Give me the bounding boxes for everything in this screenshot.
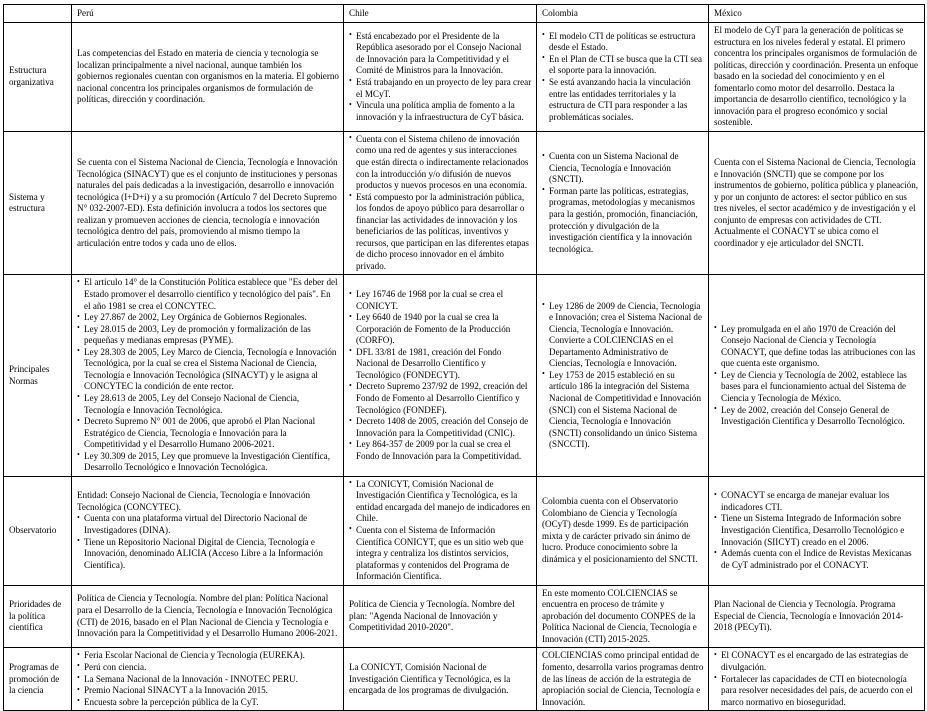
cell-paragraph: El modelo de CyT para la generación de políticas se estructura en los niveles federal y estatal. El primero concentra los principales organismos de formulación de políticas, dirección y coordinación. Presenta un enfoque basado en la sociedad del conocimiento y en el fomentarlo como motor del desarrollo. Destaca la importancia de desarrollo científico, tecnológico y la innovación para el progreso económico y social sostenible. (714, 25, 919, 128)
column-header-colombia: Colombia (537, 5, 709, 23)
cell-paragraph: Política de Ciencia y Tecnología. Nombre del plan: "Agenda Nacional de Innovación y Competitividad 2010-2020". (349, 599, 515, 633)
bullet-item: • Ley 16746 de 1968 por la cual se crea el CONICYT. (349, 289, 532, 312)
bullet-item: • Tiene un Repositorio Nacional Digital de Ciencia, Tecnología e Innovación, denominado ALICIA (Acceso Libre a la Información Científica). (77, 537, 339, 572)
cell-bullet-list (77, 650, 339, 708)
cell-paragraph: Cuenta con el Sistema Nacional de Ciencia, Tecnología e Innovación (SNCTI) que se compone por los instrumentos de gobierno, política pública y planeación, y por un conjunto de actores: el sector público en sus tres niveles, el sector académico y de investigación y el conjunto de empresas con actividades de CTI. Actualmente el CONACYT se ubica como el coordinador y eje articulador del SNCTI. (714, 157, 919, 248)
cell-bullet-list (77, 277, 339, 473)
bullet-item: • Además cuenta con el Indice de Revistas Mexicanas de CyT administrado por el CONACYT. (714, 548, 920, 571)
cell-5-peru (72, 648, 344, 711)
cell-bullet-list (714, 324, 920, 428)
country-comparison-table (3, 4, 925, 711)
bullet-item: • Tiene un Sistema Integrado de Información sobre Investigación Científica, Desarrollo Tecnológico e Innovación (SIICYT) creado en el 2006. (714, 513, 920, 548)
bullet-item: • Ley 6640 de 1940 por la cual se crea la Corporación de Fomento de la Producción (CORFO). (349, 312, 532, 347)
bullet-item: • La Semana Nacional de la Innovación - INNOTEC PERU. (77, 674, 339, 686)
header-row (4, 5, 925, 23)
cell-3-chile (344, 476, 537, 585)
bullet-item: • Ley 28.613 de 2005, Ley del Consejo Nacional de Ciencia, Tecnología e Innovación Tecnológica. (77, 393, 339, 416)
cell-2-mex (709, 275, 925, 476)
cell-2-peru (72, 275, 344, 476)
bullet-item: • Ley 864-357 de 2009 por la cual se crea el Fondo de Innovación para la Competitividad. (349, 439, 532, 462)
column-header-peru: Perú (72, 5, 344, 23)
bullet-item: • Vincula una política amplia de fomento a la innovación y la infraestructura de CyT básica. (349, 100, 532, 123)
cell-3-mex (709, 476, 925, 585)
cell-5-mex (709, 648, 925, 711)
cell-bullet-list (349, 31, 532, 123)
cell-4-col (537, 585, 709, 648)
bullet-item: • El CONACYT es el encargado de las estrategias de divulgación. (714, 650, 920, 673)
cell-0-chile (344, 23, 537, 132)
bullet-item: • Ley 28.015 de 2003, Ley de promoción y formalización de las pequeñas y medianas empresas (PYME). (77, 324, 339, 347)
bullet-item: • La CONICYT, Comisión Nacional de Investigación Científica y Tecnológica, es la entidad encargada del manejo de indicadores en Chile. (349, 479, 532, 525)
bullet-item: • DFL 33/81 de 1981, creación del Fondo Nacional de Desarrollo Científico y Tecnológico (FONDECYT). (349, 347, 532, 382)
table-row (4, 275, 925, 476)
bullet-item: • Está compuesto por la administración pública, los fondos de apoyo público para desarrollar o financiar las actividades de innovación y los beneficiarios de las políticas, inventivos y recursos, que participan en las diferentes etapas de dicho proceso innovador en el ámbito privado. (349, 192, 532, 273)
cell-bullet-list (349, 289, 532, 462)
bullet-item: • Está encabezado por el Presidente de la República asesorado por el Consejo Nacional de Innovación para la Competitividad y el Comité de Ministros para la Innovación. (349, 31, 532, 77)
bullet-item: • El artículo 14° de la Constitución Política establece que "Es deber del Estado promover el desarrollo científico y tecnológico del país". En el año 1981 se crea el CONCYTEC. (77, 277, 339, 312)
cell-paragraph: Colombia cuenta con el Observatorio Colombiano de Ciencia y Tecnología (OCyT) desde 1999. Es de participación mixta y de carácter privado sin ánimo de lucro. Produce conocimiento sobre la dinámica y el posicionamiento del SNCTI. (542, 496, 698, 564)
cell-lead-paragraph: Entidad: Consejo Nacional de Ciencia, Tecnología e Innovación Tecnológica (CONCYTEC). (77, 490, 311, 512)
table-row (4, 23, 925, 132)
table-row (4, 585, 925, 648)
bullet-item: • Forman parte las políticas, estrategias, programas, metodologías y mecanismos para la gestión, promoción, financiación, protección y divulgación de la investigación científica y la innovación tecnológica. (542, 186, 704, 255)
row-header-4: Prioridades de la política científica (4, 585, 72, 648)
cell-bullet-list (714, 650, 920, 708)
bullet-item: • Ley 30.309 de 2015, Ley que promueve la Investigación Científica, Desarrollo Tecnológico e Innovación Tecnológica. (77, 451, 339, 474)
table-body (4, 23, 925, 711)
bullet-item: • El modelo CTI de políticas se estructura desde el Estado. (542, 31, 704, 54)
table-row (4, 131, 925, 275)
cell-0-mex (709, 23, 925, 132)
cell-1-col (537, 131, 709, 275)
bullet-item: • En el Plan de CTI se busca que la CTI sea el soporte para la innovación. (542, 54, 704, 77)
cell-0-col (537, 23, 709, 132)
bullet-item: • Decreto 1408 de 2005, creación del Consejo de Innovación para la Competitividad (CNIC). (349, 416, 532, 439)
cell-2-col (537, 275, 709, 476)
cell-paragraph: Se cuenta con el Sistema Nacional de Ciencia, Tecnología e Innovación Tecnológica (SINACYT) que es el conjunto de instituciones y personas naturales del país dedicadas a la investigación, desarrollo e innovación tecnológica (I+D+i) y a su promoción (Artículo 7 del Decreto Supremo N° 032-2007-ED). Esta definición involucra a todos los sectores que realizan y promueven acciones de ciencia, tecnología e innovación tecnológica dentro del país, promoviendo al mismo tiempo la articulación entre todos y cada uno de ellos. (77, 157, 338, 248)
cell-paragraph: Plan Nacional de Ciencia y Tecnología. Programa Especial de Ciencia, Tecnología e Innovación 2014-2018 (PECyTi). (714, 599, 904, 633)
bullet-item: • Decreto Supremo N° 001 de 2006, que aprobó el Plan Nacional Estratégico de Ciencia, Tecnología e Innovación para la Competitividad y el Desarrollo Humano 2006-2021. (77, 416, 339, 451)
cell-paragraph: La CONICYT, Comisión Nacional de Investigación Científica y Tecnológica, es la encargada de los programas de divulgación. (349, 661, 511, 696)
row-header-2: Principales Normas (4, 275, 72, 476)
bullet-item: • Feria Escolar Nacional de Ciencia y Tecnología (EUREKA). (77, 650, 339, 662)
column-header-chile: Chile (344, 5, 537, 23)
cell-4-peru (72, 585, 344, 648)
row-header-5: Programas de promoción de la ciencia (4, 648, 72, 711)
cell-paragraph: Las competencias del Estado en materia de ciencia y tecnología se localizan principalmente a nivel nacional, aunque también los gobiernos regionales cuentan con organismos en la materia. El gobierno nacional concentra los principales organismos de formulación de políticas, dirección y coordinación. (77, 48, 339, 105)
cell-bullet-list (714, 490, 920, 571)
bullet-item: • Perú con ciencia. (77, 662, 339, 674)
row-header-0: Estructura organizativa (4, 23, 72, 132)
bullet-item: • Premio Nacional SINACYT a la Innovación 2015. (77, 685, 339, 697)
cell-paragraph: Política de Ciencia y Tecnología. Nombre del plan: Política Nacional para el Desarrollo de la Ciencia, Tecnología e Innovación Tecnológica (CTI) de 2016, basado en el Plan Nacional de Ciencia y Tecnología e Innovación para la Competitividad y el Desarrollo Humano 2006-2021. (77, 593, 338, 639)
cell-paragraph: En este momento COLCIENCIAS se encuentra en proceso de trámite y aprobación del documento CONPES de la Política Nacional de Ciencia, Tecnología e Innovación (CTI) 2015-2025. (542, 587, 697, 644)
cell-3-col (537, 476, 709, 585)
bullet-item: • CONACYT se encarga de manejar evaluar los indicadores CTI. (714, 490, 920, 513)
bullet-item: • Ley de Ciencia y Tecnología de 2002, establece las bases para el funcionamiento actual del Sistema de Ciencia y Tecnología de México. (714, 370, 920, 405)
bullet-item: • Ley 1753 de 2015 estableció en su artículo 186 la integración del Sistema Nacional de Competitividad e Innovación (SNCI) con el Sistema Nacional de Ciencia, Tecnología e Innovación (SNCTI) consolidando un único Sistema (SNCCTI). (542, 370, 704, 451)
bullet-item: • Encuesta sobre la percepción pública de la CyT. (77, 697, 339, 709)
table-header (4, 5, 925, 23)
cell-bullet-list (542, 151, 704, 255)
cell-3-peru (72, 476, 344, 585)
cell-bullet-list (542, 301, 704, 451)
row-header-1: Sistema y estructura (4, 131, 72, 275)
bullet-item: • Se está avanzando hacia la vinculación entre las entidades territoriales y la estructura de CTI para responder a las problemáticas sociales. (542, 77, 704, 123)
bullet-item: • Cuenta con el Sistema de Información Científica CONICYT, que es un sitio web que integra y centraliza los distintos servicios, plataformas y contenidos del Programa de Información Científica. (349, 525, 532, 583)
table-row (4, 476, 925, 585)
cell-5-col (537, 648, 709, 711)
column-header-mexico: México (709, 5, 925, 23)
cell-bullet-list (542, 31, 704, 123)
bullet-item: • Decreto Supremo 237/92 de 1992, creación del Fondo de Fomento al Desarrollo Científico y Tecnológico (FONDEF). (349, 381, 532, 416)
bullet-item: • Ley 1286 de 2009 de Ciencia, Tecnología e Innovación; crea el Sistema Nacional de Ciencia, Tecnología e Innovación. Convierte a COLCIENCIAS en el Departamento Administrativo de Ciencias, Tecnología e Innovación. (542, 301, 704, 370)
cell-bullet-list (77, 513, 339, 571)
cell-bullet-list (349, 134, 532, 273)
cell-1-peru (72, 131, 344, 275)
table-row (4, 648, 925, 711)
bullet-item: • Cuenta con el Sistema chileno de innovación como una red de agentes y sus interacciones que están directa o indirectamente relacionados con la introducción y/o difusión de nuevos productos y nuevos procesos en una economía. (349, 134, 532, 192)
bullet-item: • Está trabajando en un proyecto de ley para crear el MCyT. (349, 77, 532, 100)
cell-5-chile (344, 648, 537, 711)
bullet-item: • Cuenta con un Sistema Nacional de Ciencia, Tecnología e Innovación (SNCTI). (542, 151, 704, 186)
cell-bullet-list (349, 479, 532, 583)
bullet-item: • Ley 27.867 de 2002, Ley Orgánica de Gobiernos Regionales. (77, 312, 339, 324)
cell-1-chile (344, 131, 537, 275)
cell-4-mex (709, 585, 925, 648)
cell-2-chile (344, 275, 537, 476)
table-corner-cell (4, 5, 72, 23)
cell-paragraph: COLCIENCIAS como principal entidad de fomento, desarrolla varios programas dentro de las líneas de acción de la estrategia de apropiación social de Ciencia, Tecnología e Innovación. (542, 650, 704, 707)
row-header-3: Observatorio (4, 476, 72, 585)
bullet-item: • Ley promulgada en el año 1970 de Creación del Consejo Nacional de Ciencia y Tecnología CONACYT, que define todas las atribuciones con las que cuenta este organismo. (714, 324, 920, 370)
bullet-item: • Ley de 2002, creación del Consejo General de Investigación Científica y Desarrollo Tecnológico. (714, 405, 920, 428)
cell-1-mex (709, 131, 925, 275)
cell-0-peru (72, 23, 344, 132)
bullet-item: • Cuenta con una plataforma virtual del Directorio Nacional de Investigadores (DINA). (77, 513, 339, 536)
cell-4-chile (344, 585, 537, 648)
bullet-item: • Fortalecer las capacidades de CTI en biotecnología para resolver necesidades del país, de acuerdo con el marco normativo en bioseguridad. (714, 674, 920, 709)
bullet-item: • Ley 28.303 de 2005, Ley Marco de Ciencia, Tecnología e Innovación Tecnológica, por la cual se crea el Sistema Nacional de Ciencia, Tecnología e Innovación Tecnológica (SINACYT) y le asigna al CONCYTEC la condición de ente rector. (77, 347, 339, 393)
